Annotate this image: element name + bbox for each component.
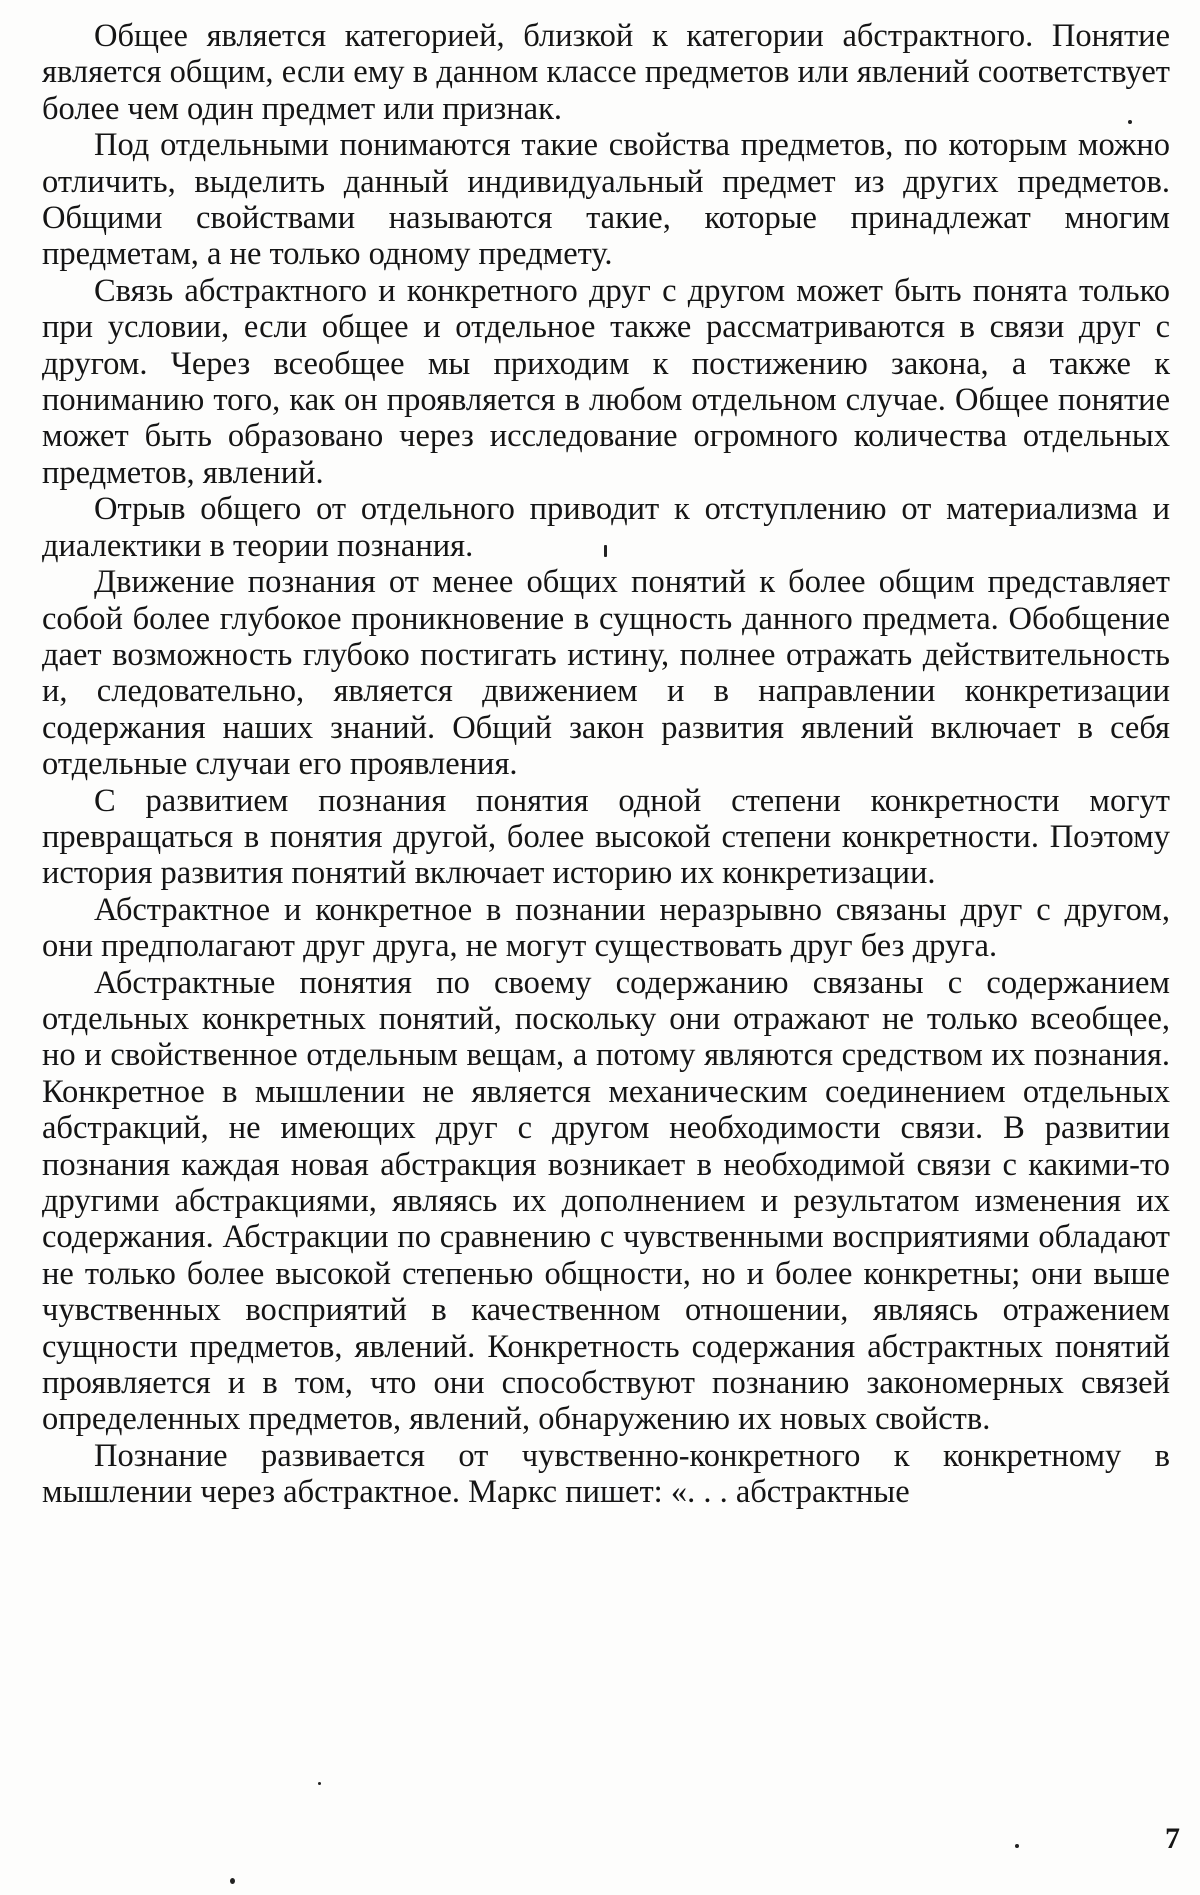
scan-speck bbox=[230, 1878, 235, 1884]
paragraph: Абстрактные понятия по своему содержанию связаны с содержанием отдельных конкретных понятий, поскольку они отражают не только всеобщее, но и свойственное отдельным вещам, а потому являются средством их познания. Конкретное в мышлении не является механическим соединением отдельных абстракций, не имеющих друг с другом необходимости связи. В развитии познания каждая новая абстракция возникает в необходимой связи с какими-то другими абстракциями, являясь их дополнением и результатом изменения их содержания. Абстракции по сравнению с чувственными восприятиями обладают не только более высокой степенью общности, но и более конкретны; они выше чувственных восприятий в качественном отношении, являясь отражением сущности предметов, явлений. Конкретность содержания абстрактных понятий проявляется и в том, что они способствуют познанию закономерных связей определенных предметов, явлений, обнаружению их новых свойств. bbox=[42, 964, 1170, 1438]
paragraph: Абстрактное и конкретное в познании неразрывно связаны друг с другом, они предполагают друг друга, не могут существовать друг без друга. bbox=[42, 891, 1170, 965]
paragraph: Под отдельными понимаются такие свойства предметов, по которым можно отличить, выделить данный индивидуальный предмет из других предметов. Общими свойствами называются такие, которые принадлежат многим предметам, а не только одному предмету. bbox=[42, 127, 1170, 273]
paragraph: Связь абстрактного и конкретного друг с другом может быть понята только при условии, если общее и отдельное также рассматриваются в связи друг с другом. Через всеобщее мы приходим к постижению закона, а также к пониманию того, как он проявляется в любом отдельном случае. Общее понятие может быть образовано через исследование огромного количества отдельных предметов, явлений. bbox=[42, 272, 1170, 491]
paragraph: Отрыв общего от отдельного приводит к отступлению от материализма и диалектики в теории познания. bbox=[42, 491, 1170, 564]
paragraph: Движение познания от менее общих понятий к более общим представляет собой более глубокое проникновение в сущность данного предмета. Обобщение дает возможность глубоко постигать истину, полнее отражать действительность и, следовательно, является движением и в направлении конкретизации содержания наших знаний. Общий закон развития явлений включает в себя отдельные случаи его проявления. bbox=[42, 564, 1170, 783]
page-number: 7 bbox=[1165, 1822, 1180, 1855]
paragraph: Познание развивается от чувственно-конкретного к конкретному в мышлении через абстрактное. Маркс пишет: «. . . абстрактные bbox=[42, 1437, 1170, 1511]
scan-speck bbox=[1015, 1844, 1019, 1848]
paragraph: С развитием познания понятия одной степени конкретности могут превращаться в понятия другой, более высокой степени конкретности. Поэтому история развития понятий включает историю их конкретизации. bbox=[42, 782, 1170, 892]
scan-speck bbox=[1128, 120, 1132, 124]
paragraph: Общее является категорией, близкой к категории абстрактного. Понятие является общим, если ему в данном классе предметов или явлений соответствует более чем один предмет или признак. bbox=[42, 18, 1170, 127]
body-text bbox=[42, 18, 1170, 1511]
scan-speck bbox=[318, 1782, 321, 1785]
scan-speck bbox=[604, 545, 607, 557]
